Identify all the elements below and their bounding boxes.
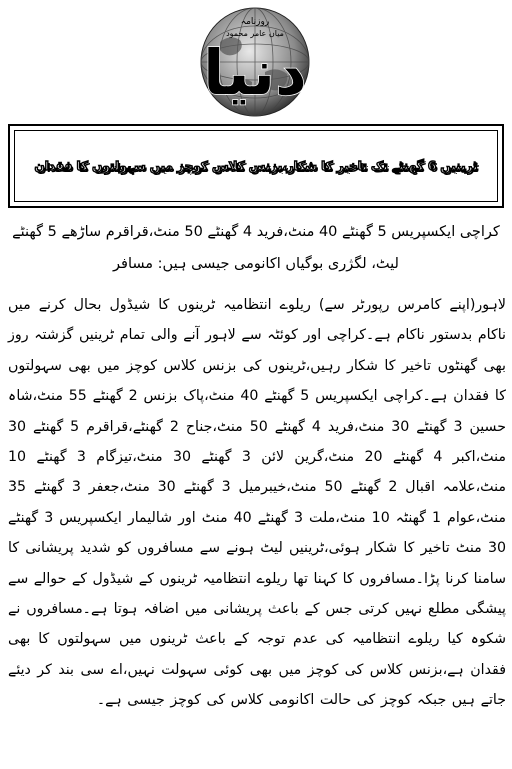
masthead-tagline: روزنامہ xyxy=(240,17,270,27)
headline: ٹرینیں 6 گھنٹے تک تاخیر کا شکار،بزنس کلاس کوچز میں سہولتوں کا فقدان xyxy=(34,159,478,173)
globe-logo-icon xyxy=(180,2,330,120)
subheadline: کراچی ایکسپریس 5 گھنٹے 40 منٹ،فرید 4 گھنٹے 50 منٹ،قراقرم ساڑھے 5 گھنٹے لیٹ، لگژری بوگیاں اکانومی جیسی ہیں: مسافر xyxy=(12,224,500,272)
masthead-logo xyxy=(180,2,330,120)
article-body xyxy=(8,290,506,716)
masthead-logo-text: دنیا xyxy=(203,36,307,109)
article-paragraph: لاہور(اپنے کامرس رپورٹر سے) ریلوے انتظامیہ ٹرینوں کا شیڈول بحال کرنے میں ناکام بدستور ناکام ہے۔کراچی اور کوئٹہ سے لاہور آنے والی تمام ٹرینیں گزشتہ روز بھی گھنٹوں تاخیر کا شکار رہیں،ٹرینوں کی بزنس کلاس کوچز میں بھی سہولتوں کا فقدان ہے۔کراچی ایکسپریس 5 گھنٹے 40 منٹ،پاک بزنس 2 گھنٹے 55 منٹ،شاہ حسین 3 گھنٹے 30 منٹ،فرید 4 گھنٹے 50 منٹ،جناح 2 گھنٹے،قراقرم 5 گھنٹے 30 منٹ،اکبر 4 گھنٹے 20 منٹ،گرین لائن 3 گھنٹے 30 منٹ،تیزگام 3 گھنٹے 10 منٹ،علامہ اقبال 2 گھنٹے 50 منٹ،خیبرمیل 3 گھنٹے 30 منٹ،جعفر 3 گھنٹے 35 منٹ،عوام 1 گھنٹہ 10 منٹ،ملت 3 گھنٹے 40 منٹ اور شالیمار ایکسپریس 3 گھنٹے 30 منٹ تاخیر کا شکار ہوئی،ٹرینیں لیٹ ہونے سے مسافروں کو شدید پریشانی کا سامنا کرنا پڑا۔مسافروں کا کہنا تھا ریلوے انتظامیہ ٹرینوں کے شیڈول کے حوالے سے پیشگی مطلع نہیں کرتی جس کے باعث پریشانی میں اضافہ ہوتا ہے۔مسافروں نے شکوہ کیا ریلوے انتظامیہ کی عدم توجہ کے باعث ٹرینوں میں سہولتوں کا بھی فقدان ہے،بزنس کلاس کی کوچز میں بھی کوئی سہولت نہیں،اے سی بند کر دیئے جاتے ہیں جبکہ کوچز کی حالت اکانومی کلاس کی کوچز جیسی ہے۔ xyxy=(8,297,506,709)
headline-banner xyxy=(8,124,504,208)
masthead-subtitle: میاں عامر محمود xyxy=(226,29,284,38)
